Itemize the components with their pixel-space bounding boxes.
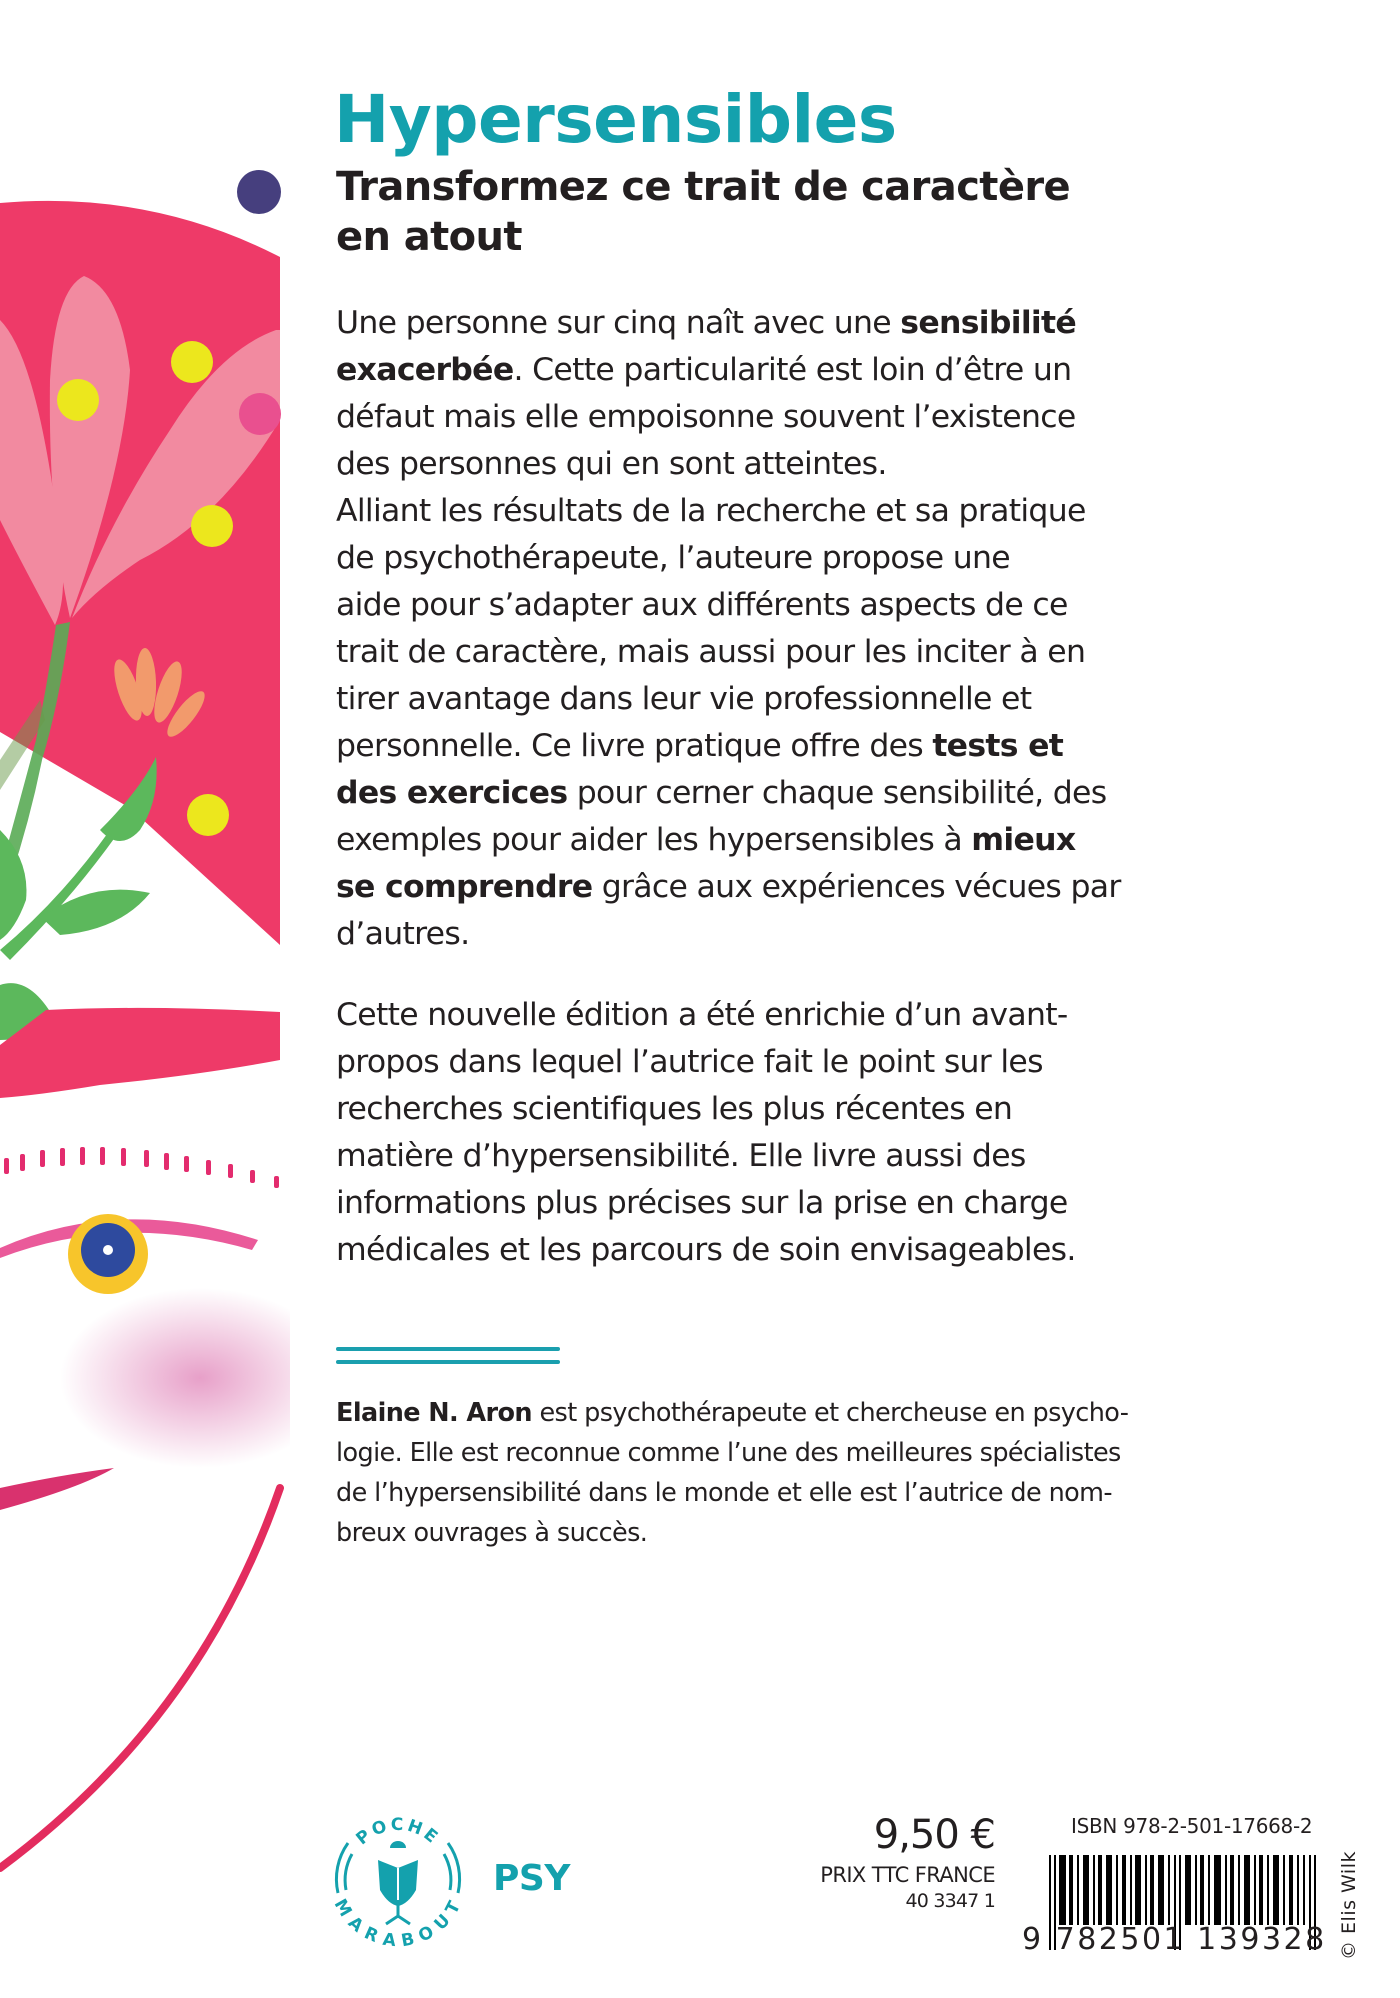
text-line	[336, 441, 1236, 488]
eye-highlight	[103, 1245, 113, 1255]
text-run: de l’hypersensibilité dans le monde et elle est l’autrice de nom-	[336, 1478, 1113, 1508]
magenta-dot	[239, 393, 281, 435]
text-line	[336, 676, 1236, 723]
barcode-digits: 9 782501 139328	[1022, 1922, 1327, 1957]
emphasis-text: mieux	[971, 822, 1076, 858]
text-line	[336, 1180, 1236, 1227]
svg-text:MARABOUT: MARABOUT	[329, 1895, 467, 1948]
poche-marabout-logo	[328, 1808, 468, 1948]
cheek-blush	[60, 1288, 290, 1468]
text-run: d’autres.	[336, 916, 470, 952]
text-line	[336, 911, 1236, 958]
price-label: PRIX TTC FRANCE	[820, 1863, 995, 1887]
illustration-credit: © Elis Wilk	[1338, 1851, 1360, 1960]
navy-dot	[237, 170, 281, 214]
text-run: trait de caractère, mais aussi pour les inciter à en	[336, 634, 1086, 670]
text-line	[336, 535, 1236, 582]
emphasis-text: des exercices	[336, 775, 568, 811]
svg-text:POCHE: POCHE	[352, 1814, 444, 1850]
text-line	[336, 347, 1236, 394]
text-line	[336, 300, 1236, 347]
text-run: pour cerner chaque sensibilité, des	[567, 775, 1107, 811]
text-line	[336, 770, 1236, 817]
text-line	[336, 1513, 1336, 1553]
mouth	[0, 1468, 114, 1510]
text-run: tirer avantage dans leur vie professionnelle et	[336, 681, 1032, 717]
yellow-dot	[171, 341, 213, 383]
text-run: médicales et les parcours de soin envisageables.	[336, 1232, 1076, 1268]
subtitle-line: Transformez ce trait de caractère	[336, 164, 1071, 210]
text-run: aide pour s’adapter aux différents aspects de ce	[336, 587, 1068, 623]
text-line	[336, 1227, 1236, 1274]
face-contour	[0, 1488, 280, 1868]
eyelashes	[4, 1147, 279, 1188]
text-line	[336, 817, 1236, 864]
text-run: logie. Elle est reconnue comme l’une des meilleures spécialistes	[336, 1438, 1121, 1468]
text-line	[336, 1133, 1236, 1180]
leaf	[0, 830, 26, 940]
text-line	[336, 629, 1236, 676]
text-run: propos dans lequel l’autrice fait le point sur les	[336, 1044, 1043, 1080]
text-run: est psychothérapeute et chercheuse en psycho-	[531, 1398, 1129, 1428]
text-line	[336, 992, 1236, 1039]
text-run: breux ouvrages à succès.	[336, 1518, 648, 1548]
yellow-dot	[187, 794, 229, 836]
book-subtitle	[336, 162, 1116, 262]
text-run: recherches scientifiques les plus récentes en	[336, 1091, 1013, 1127]
collection-label: PSY	[493, 1858, 570, 1899]
brush-stroke	[0, 1008, 280, 1098]
description-paragraph-1	[336, 300, 1236, 958]
yellow-dot	[191, 505, 233, 547]
separator-line	[336, 1347, 560, 1351]
subtitle-line: en atout	[336, 214, 522, 260]
cover-illustration	[0, 0, 290, 1998]
text-line	[336, 488, 1236, 535]
text-run: défaut mais elle empoisonne souvent l’existence	[336, 399, 1076, 435]
emphasis-text: sensibilité	[900, 305, 1077, 341]
text-run: informations plus précises sur la prise en charge	[336, 1185, 1068, 1221]
text-line	[336, 1393, 1336, 1433]
book-title: Hypersensibles	[334, 81, 897, 158]
text-run: Cette nouvelle édition a été enrichie d’un avant-	[336, 997, 1068, 1033]
text-line	[336, 394, 1236, 441]
author-bio	[336, 1393, 1336, 1553]
emphasis-text: exacerbée	[336, 352, 514, 388]
text-run: Alliant les résultats de la recherche et sa pratique	[336, 493, 1086, 529]
yellow-dot	[57, 379, 99, 421]
text-run: Une personne sur cinq naît avec une	[336, 305, 901, 341]
text-run: exemples pour aider les hypersensibles à	[336, 822, 972, 858]
price-code: 40 3347 1	[905, 1890, 995, 1912]
isbn: ISBN 978-2-501-17668-2	[1071, 1814, 1313, 1838]
text-run: de psychothérapeute, l’auteure propose une	[336, 540, 1010, 576]
emphasis-text: Elaine N. Aron	[336, 1398, 532, 1428]
text-line	[336, 1039, 1236, 1086]
text-run: grâce aux expériences vécues par	[592, 869, 1121, 905]
text-line	[336, 723, 1236, 770]
emphasis-text: tests et	[932, 728, 1064, 764]
separator-line	[336, 1360, 560, 1364]
price: 9,50 €	[873, 1812, 995, 1858]
text-run: matière d’hypersensibilité. Elle livre aussi des	[336, 1138, 1026, 1174]
text-run: des personnes qui en sont atteintes.	[336, 446, 887, 482]
text-line	[336, 864, 1236, 911]
emphasis-text: se comprendre	[336, 869, 593, 905]
text-line	[336, 582, 1236, 629]
text-line	[336, 1473, 1336, 1513]
text-run: personnelle. Ce livre pratique offre des	[336, 728, 933, 764]
description-paragraph-2	[336, 992, 1236, 1274]
text-run: . Cette particularité est loin d’être un	[513, 352, 1072, 388]
text-line	[336, 1086, 1236, 1133]
text-line	[336, 1433, 1336, 1473]
